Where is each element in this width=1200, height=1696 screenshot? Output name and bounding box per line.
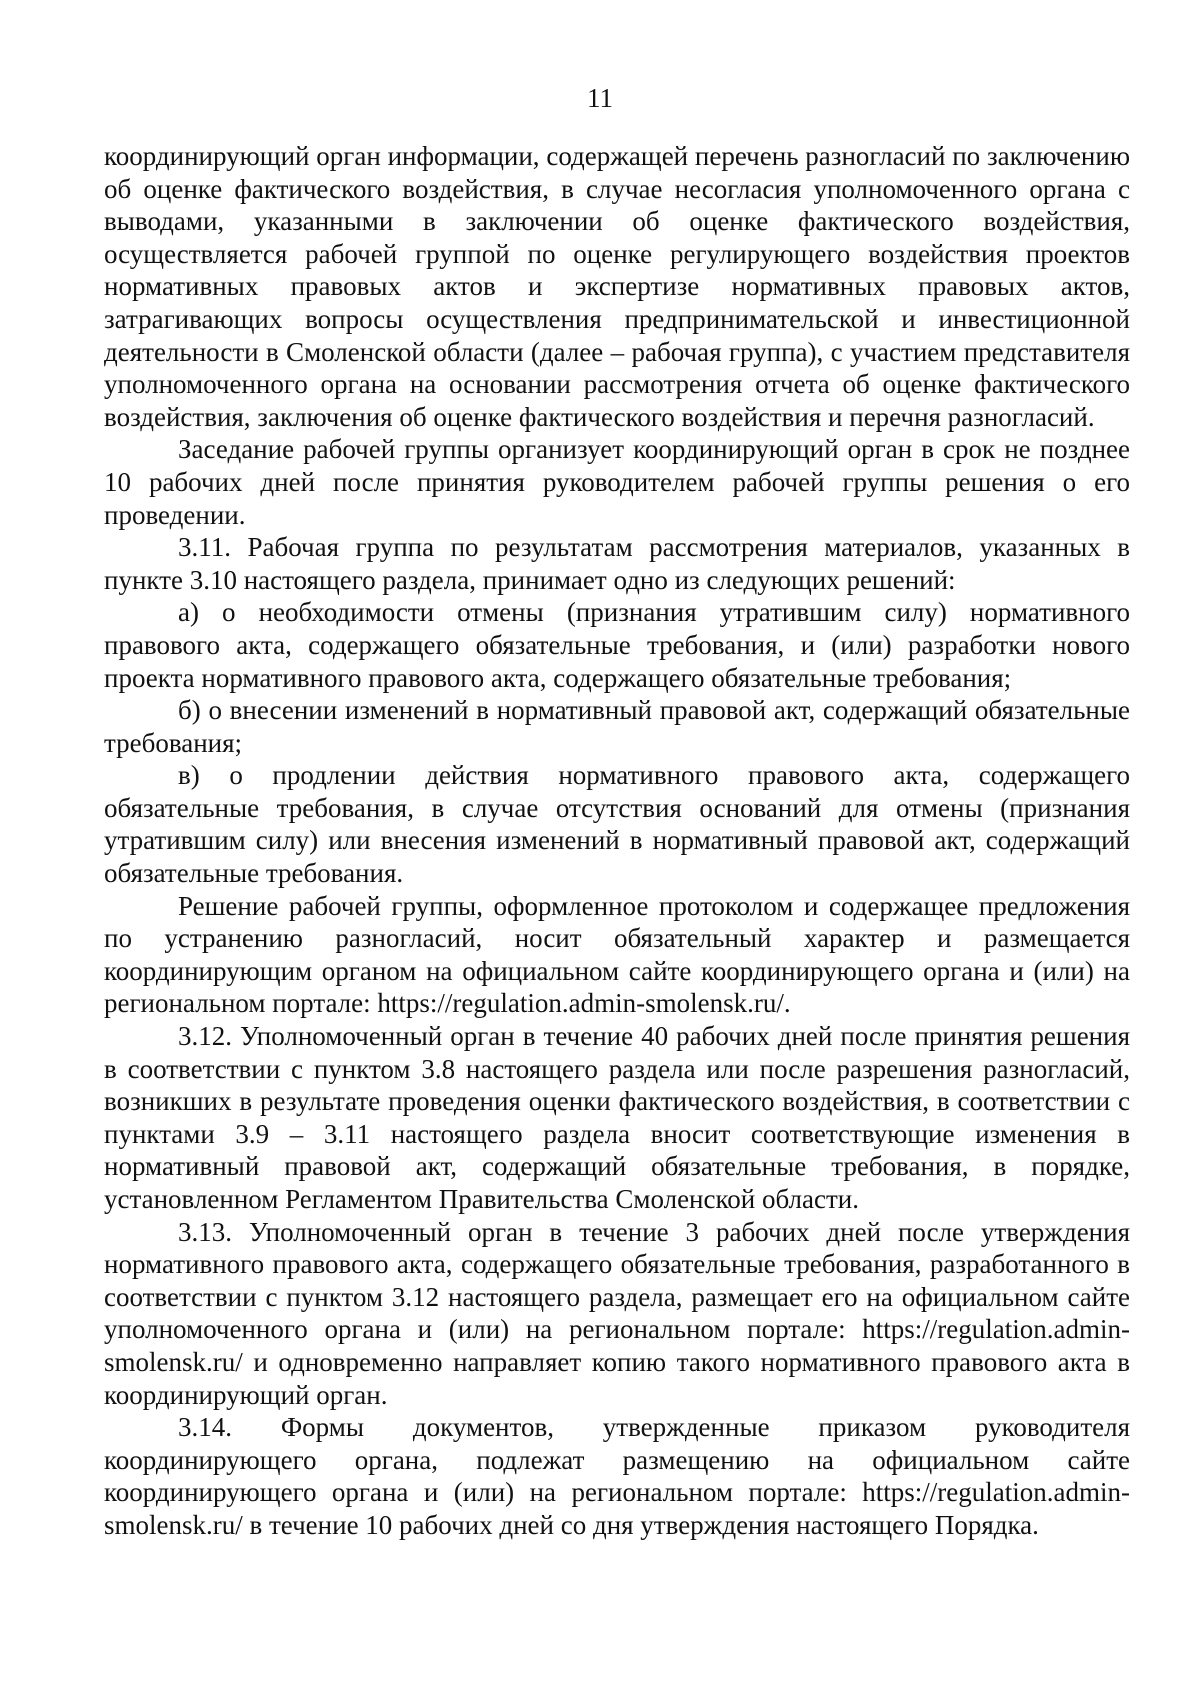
paragraph-3-13: 3.13. Уполномоченный орган в течение 3 рабочих дней после утверждения нормативного правового акта, содержащего обязательные требования, разработанного в соответствии с пунктом 3.12 настоящего раздела, размещает его на официальном сайте уполномоченного органа и (или) на региональном портале: https://regulation.admin-smolensk.ru/ и одновременно направляет копию такого нормативного правового акта в координирующий орган. (104, 1216, 1130, 1410)
paragraph-working-group-decision: Решение рабочей группы, оформленное протоколом и содержащее предложения по устранению разногласий, носит обязательный характер и размещается координирующим органом на официальном сайте координирующего органа и (или) на региональном портале: https://regulation.admin-smolensk.ru/. (104, 890, 1130, 1019)
list-item-b: б) о внесении изменений в нормативный правовой акт, содержащий обязательные требования; (104, 695, 1130, 758)
document-body (104, 140, 1130, 1542)
paragraph-3-14: 3.14. Формы документов, утвержденные приказом руководителя координирующего органа, подлежат размещению на официальном сайте координирующего органа и (или) на региональном портале: https://regulation.admin-smolensk.ru/ в течение 10 рабочих дней со дня утверждения настоящего Порядка. (104, 1412, 1130, 1540)
page-number: 11 (587, 83, 613, 113)
paragraph-continuation: координирующий орган информации, содержащей перечень разногласий по заключению об оценке фактического воздействия, в случае несогласия уполномоченного органа с выводами, указанными в заключении об оценке фактического воздействия, осуществляется рабочей группой по оценке регулирующего воздействия проектов нормативных правовых актов и экспертизе нормативных правовых актов, затрагивающих вопросы осуществления предпринимательской и инвестиционной деятельности в Смоленской области (далее – рабочая группа), с участием представителя уполномоченного органа на основании рассмотрения отчета об оценке фактического воздействия, заключения об оценке фактического воздействия и перечня разногласий. (104, 141, 1130, 432)
list-item-v: в) о продлении действия нормативного правового акта, содержащего обязательные требования, в случае отсутствия оснований для отмены (признания утратившим силу) или внесения изменений в нормативный правовой акт, содержащий обязательные требования. (104, 760, 1130, 889)
paragraph-working-group-meeting: Заседание рабочей группы организует координирующий орган в срок не позднее 10 рабочих дней после принятия руководителем рабочей группы решения о его проведении. (104, 434, 1130, 530)
paragraph-3-12: 3.12. Уполномоченный орган в течение 40 рабочих дней после принятия решения в соответствии с пунктом 3.8 настоящего раздела или после разрешения разногласий, возникших в результате проведения оценки фактического воздействия, в соответствии с пунктами 3.9 – 3.11 настоящего раздела вносит соответствующие изменения в нормативный правовой акт, содержащий обязательные требования, в порядке, установленном Регламентом Правительства Смоленской области. (104, 1021, 1130, 1214)
list-item-a: а) о необходимости отмены (признания утратившим силу) нормативного правового акта, содержащего обязательные требования, и (или) разработки нового проекта нормативного правового акта, содержащего обязательные требования; (104, 597, 1130, 693)
paragraph-3-11: 3.11. Рабочая группа по результатам рассмотрения материалов, указанных в пункте 3.10 настоящего раздела, принимает одно из следующих решений: (104, 532, 1130, 595)
